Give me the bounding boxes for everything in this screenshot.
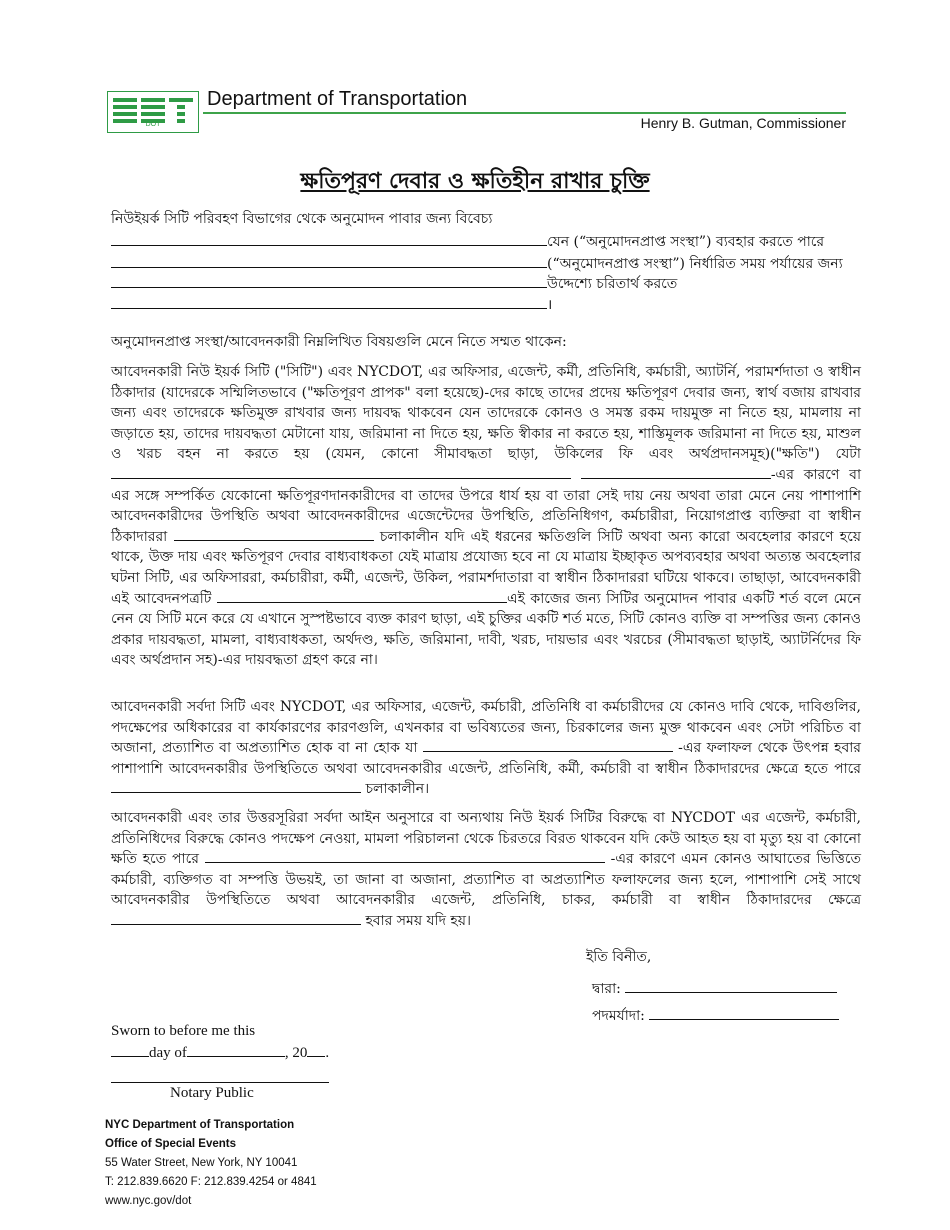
commissioner-name: Henry B. Gutman, Commissioner xyxy=(640,115,846,131)
sworn-text: Sworn to before me this xyxy=(111,1023,256,1039)
organization-blank[interactable] xyxy=(111,231,547,246)
signature-by-row xyxy=(592,977,837,1001)
covenant-blank-1[interactable] xyxy=(205,850,605,863)
intro-text-2: যেন (“অনুমোদনপ্রাপ্ত সংস্থা”) ব্যবহার করতে পারে xyxy=(547,234,825,250)
para2-text-a: আবেদনকারী সর্বদা সিটি এবং NYCDOT, এর অফিসার, এজেন্ট, কর্মচারী, প্রতিনিধি বা কর্মচারীদের যে কোনও দাবি থেকে, দাবিগুলির, পদক্ষেপের অধিকারের বা কার্যকারণের কারণগুলি, এখনকার বা ভবিষ্যতের জন্য, চিরকালের জন্য মুক্ত থাকবেন এবং সেটা পরিচিত বা অজানা, প্রত্যাশিত বা অপ্রত্যাশিত হোক বা না হোক যা xyxy=(111,699,861,757)
notary-label: Notary Public xyxy=(170,1085,254,1101)
event-blank-2[interactable] xyxy=(581,466,771,479)
year-field[interactable] xyxy=(307,1042,325,1057)
event-blank-1[interactable] xyxy=(111,466,571,479)
intro-line-2 xyxy=(111,231,824,252)
intro-line-3 xyxy=(111,253,843,274)
para1-text-b: -এর কারণে বা এর সঙ্গে সম্পর্কিত যেকোনো ক্ষতিপূরণদানকারীদের বা তাদের উপরে ধার্য হয় বা তারা সেই দায় নেয় অথবা তারা মেনে নেয় পাশাপাশি আবেদনকারীদের উপস্থিতি অথবা আবেদনকারীদের এজেন্টেদের উপস্থিতি, প্রতিনিধিগণ, কর্মচারীরা, নিয়োগপ্রাপ্ত ব্যক্তিরা বা স্বাধীন ঠিকাদাররা xyxy=(111,466,862,545)
intro-text-5: । xyxy=(547,297,553,313)
dot-logo xyxy=(107,91,199,133)
title-field[interactable] xyxy=(649,1005,839,1020)
month-field[interactable] xyxy=(187,1042,285,1057)
para3-text-b: -এর কারণে এমন কোনও আঘাতের ভিত্তিতে কর্মচারী, ব্যক্তিগত বা সম্পত্তি উভয়ই, তা জানা বা অজানা, প্রত্যাশিত বা অপ্রত্যাশিত ফলাফলের জন্য হলে, পাশাপাশি সেই সাথে আবেদনকারীর উপস্থিতিতে অথবা আবেদনকারীর এজেন্ট, প্রতিনিধি, চাকর, কর্মচারী বা স্বাধীন ঠিকাদারদের ক্ষেত্রে xyxy=(111,851,861,909)
para3-text-c: হবার সময় যদি হয়। xyxy=(365,912,472,929)
closing-regards: ইতি বিনীত, xyxy=(586,949,652,965)
intro-line-1 xyxy=(111,209,492,229)
para2-text-b: -এর ফলাফল থেকে উৎপন্ন হবার পাশাপাশি আবেদনকারীর উপস্থিতিতে অথবা আবেদনকারীর এজেন্ট, প্রতিনিধি, কর্মী, কর্মচারী বা স্বাধীন ঠিকাদারদের ক্ষেত্রে হতে পারে xyxy=(111,740,862,777)
intro-text-1: নিউইয়র্ক সিটি পরিবহণ বিভাগের থেকে অনুমোদন পাবার জন্য বিবেচ্য xyxy=(111,211,493,227)
period-blank[interactable] xyxy=(111,253,547,268)
footer-org: NYC Department of Transportation xyxy=(105,1119,295,1131)
release-blank-1[interactable] xyxy=(423,739,673,752)
para2-text-c: চলাকালীন। xyxy=(365,781,430,798)
department-name: Department of Transportation xyxy=(207,88,468,110)
paragraph-release xyxy=(111,697,861,800)
para1-text-c: চলাকালীন যদি এই ধরনের ক্ষতিগুলি সিটি অথবা অন্য কারো অবহেলার কারণে হয়ে থাকে, উক্ত দায় এবং ক্ষতিপূরণ দেবার বাধ্যবাধকতা যেই মাত্রায় প্রযোজ্য হবে না যে মাত্রায় ইচ্ছাকৃত অপব্যবহার অথবা অত্যন্ত অবহেলার ঘটনা সিটি, এর অফিসাররা, কর্মচারীরা, কর্মী, এজেন্ট, উকিল, পরামর্শদাতারা বা স্বাধীন ঠিকাদাররা ঘটিয়ে থাকবে। xyxy=(111,528,862,586)
signature-title-row xyxy=(592,1004,839,1028)
purpose-blank-2[interactable] xyxy=(111,294,547,309)
application-blank[interactable] xyxy=(217,590,507,603)
release-blank-2[interactable] xyxy=(111,780,361,793)
para1-text-d: তাছাড়া, আবেদনকারী এই আবেদনপত্রটি xyxy=(111,569,861,607)
header-rule xyxy=(203,112,846,114)
by-label: দ্বারা: xyxy=(592,981,621,997)
footer-office: Office of Special Events xyxy=(105,1138,237,1150)
agree-line: অনুমোদনপ্রাপ্ত সংস্থা/আবেদনকারী নিম্নলিখিত বিষয়গুলি মেনে নিতে সম্মত থাকেন: xyxy=(111,334,567,350)
purpose-blank[interactable] xyxy=(111,273,547,288)
footer-address: 55 Water Street, New York, NY 10041 xyxy=(105,1157,298,1169)
paragraph-indemnity xyxy=(111,362,861,671)
intro-text-4: উদ্দেশ্যে চরিতার্থ করতে xyxy=(547,276,678,292)
intro-line-5 xyxy=(111,294,552,315)
year-prefix: , 20 xyxy=(284,1045,308,1061)
sworn-date-row xyxy=(111,1042,329,1062)
signature-field[interactable] xyxy=(625,978,837,993)
logo-text: DOT xyxy=(145,121,161,128)
intro-line-4 xyxy=(111,273,677,294)
footer-address-block xyxy=(105,1116,317,1211)
dot-logo-icon xyxy=(111,95,195,129)
footer-phones: T: 212.839.6620 F: 212.839.4254 or 4841 xyxy=(105,1176,317,1188)
title-label: পদমর্যাদা: xyxy=(592,1008,645,1024)
day-of-label: day of xyxy=(149,1045,187,1061)
page-title: ক্ষতিপূরণ দেবার ও ক্ষতিহীন রাখার চুক্তি xyxy=(300,168,650,194)
footer-web[interactable]: www.nyc.gov/dot xyxy=(105,1195,192,1207)
year-period: . xyxy=(325,1045,330,1061)
paragraph-covenant xyxy=(111,808,861,932)
event-blank-3[interactable] xyxy=(174,528,374,541)
para1-text-e: এই কাজের জন্য সিটির অনুমোদন পাবার একটি শর্ত বলে মেনে নেন যে সিটি মনে করে যে এখানে সুস্পষ্টভাবে ব্যক্ত কারণ ছাড়া, এই চুক্তির একটি শর্ত মতে, সিটি কোনও ব্যক্তি বা সম্পত্তির জন্য কোনও প্রকার দায়বদ্ধতা, মামলা, বাধ্যবাধকতা, অর্থদণ্ড, ক্ষতি, জরিমানা, দাবী, খরচ, দায়ভার এবং খরচের (সীমাবদ্ধতা ছাড়াই, অ্যাটর্নিদের ফি এবং অর্থপ্রদান সহ)-এর দায়বদ্ধতা গ্রহণ করে না। xyxy=(111,590,862,669)
para3-text-a: আবেদনকারী এবং তার উত্তরসূরিরা সর্বদা আইন অনুসারে বা অন্যথায় নিউ ইয়র্ক সিটির বিরুদ্ধে বা NYCDOT এর এজেন্ট, কর্মচারী, প্রতিনিধিদের বিরুদ্ধে কোনও পদক্ষেপ নেওয়া, মামলা পরিচালনা থেকে চিরতরে বিরত থাকবেন যদি কেউ আহত হয় বা মৃত্যু হয় বা কোনো ক্ষতি হতে পারে xyxy=(111,810,861,868)
notary-signature-line[interactable] xyxy=(111,1082,329,1083)
para1-text-a: আবেদনকারী নিউ ইয়র্ক সিটি ("সিটি") এবং NYCDOT, এর অফিসার, এজেন্ট, কর্মী, প্রতিনিধি, কর্মচারী, অ্যাটর্নি, পরামর্শদাতা ও স্বাধীন ঠিকাদার (যাদেরকে সম্মিলিতভাবে ("ক্ষতিপূরণ প্রাপক" বলা হয়েছে)-দের কাছে তাদের প্রদেয় ক্ষতিপূরণ দেবার জন্য, স্বার্থ বজায় রাখবার জন্য এবং তাদেরকে ক্ষতিমুক্ত রাখবার জন্য দায়বদ্ধ থাকবেন যেন তাদেরকে কোনও ও সমস্ত রকম দায়মুক্ত না নিতে হয়, মামলায় না জড়াতে হয়, তাদের দায়বদ্ধতা মেটানো যায়, জরিমানা না দিতে হয়, ক্ষতি স্বীকার না করতে হয়, শাস্তিমূলক জরিমানা না দিতে হয়, মাশুল ও খরচ বহন না করতে হয় (যেমন, কোনো সীমাবদ্ধতা ছাড়া, উকিলের ফি এবং অর্থপ্রদানসমূহ)("ক্ষতি") যেটা xyxy=(111,364,861,463)
covenant-blank-2[interactable] xyxy=(111,912,361,925)
intro-text-3: (“অনুমোদনপ্রাপ্ত সংস্থা”) নির্ধারিত সময় পর্যায়ের জন্য xyxy=(547,256,843,272)
day-field[interactable] xyxy=(111,1042,149,1057)
